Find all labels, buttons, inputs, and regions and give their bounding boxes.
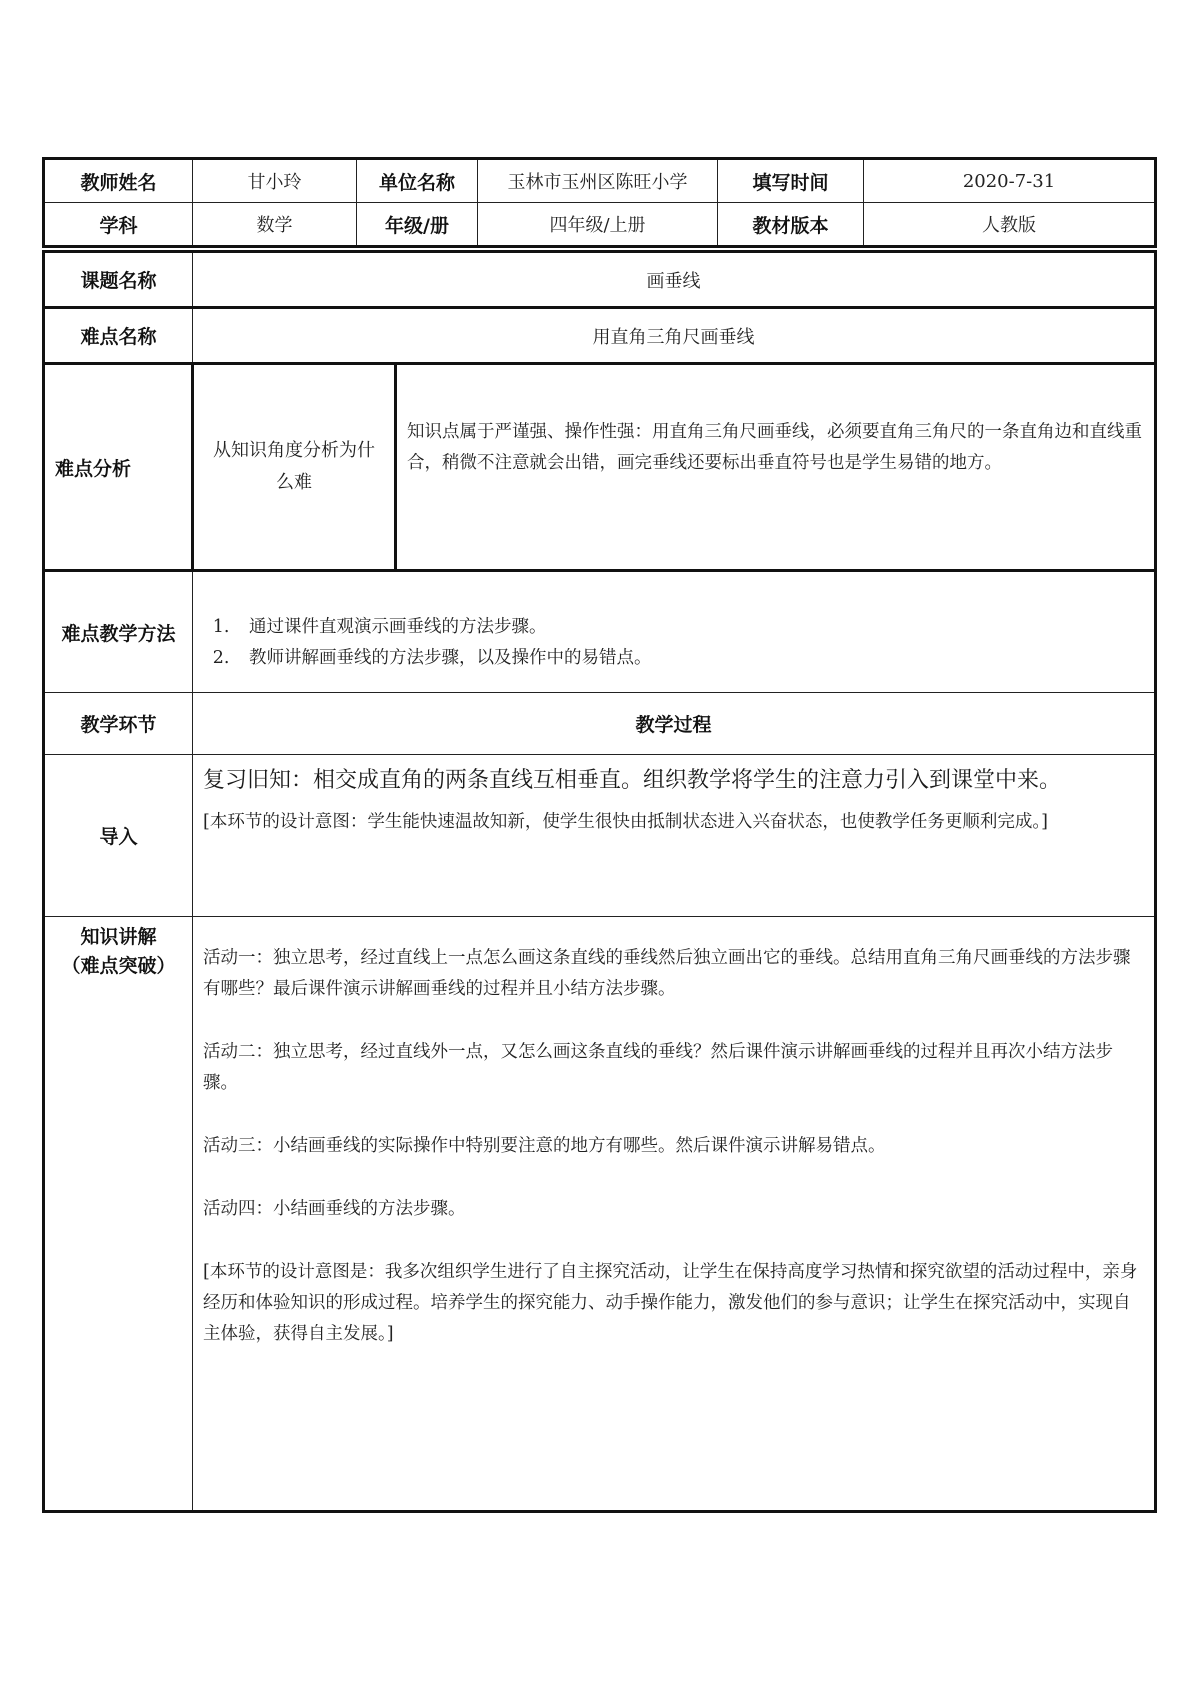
subject-label: 学科 [44,203,193,247]
edition-label: 教材版本 [718,203,864,247]
stage-header: 教学环节 [44,693,193,755]
header-info-table [42,157,1157,248]
subject-value: 数学 [193,203,357,247]
activity-1: 活动一：独立思考，经过直线上一点怎么画这条直线的垂线然后独立画出它的垂线。总结用直角三角尺画垂线的方法步骤有哪些？最后课件演示讲解画垂线的过程并且小结方法步骤。 [203,948,1131,999]
topic-label: 课题名称 [44,252,193,308]
topic-value: 画垂线 [193,252,1156,308]
method-item: 1. 通过课件直观演示画垂线的方法步骤。 [235,612,1148,643]
analysis-label: 难点分析 [44,364,193,571]
lesson-content-table [42,250,1157,1513]
intro-content [193,755,1156,917]
knowledge-label-line1: 知识讲解 [80,926,157,948]
fill-date-label: 填写时间 [718,159,864,203]
analysis-text: 知识点属于严谨强、操作性强：用直角三角尺画垂线，必须要直角三角尺的一条直角边和直线重合，稍微不注意就会出错，画完垂线还要标出垂直符号也是学生易错的地方。 [396,364,1156,571]
edition-value: 人教版 [864,203,1156,247]
intro-main-text: 复习旧知：相交成直角的两条直线互相垂直。组织教学将学生的注意力引入到课堂中来。 [203,768,1062,793]
analysis-sub-label: 从知识角度分析为什么难 [193,364,396,571]
fill-date-value: 2020-7-31 [864,159,1156,203]
activity-4: 活动四：小结画垂线的方法步骤。 [203,1199,466,1219]
knowledge-content [193,917,1156,1512]
method-list [199,612,1148,674]
grade-label: 年级/册 [357,203,478,247]
process-header: 教学过程 [193,693,1156,755]
intro-label: 导入 [44,755,193,917]
knowledge-label [44,917,193,1512]
grade-value: 四年级/上册 [478,203,718,247]
intro-design-note: [本环节的设计意图：学生能快速温故知新，使学生很快由抵制状态进入兴奋状态，也使教学任务更顺利完成。] [203,812,1048,832]
difficulty-value: 用直角三角尺画垂线 [193,308,1156,364]
difficulty-label: 难点名称 [44,308,193,364]
knowledge-label-line2: （难点突破） [61,955,176,977]
activity-3: 活动三：小结画垂线的实际操作中特别要注意的地方有哪些。然后课件演示讲解易错点。 [203,1136,886,1156]
knowledge-design-note: [本环节的设计意图是：我多次组织学生进行了自主探究活动，让学生在保持高度学习热情和探究欲望的活动过程中，亲身经历和体验知识的形成过程。培养学生的探究能力、动手操作能力，激发他们的参与意识；让学生在探究活动中，实现自主体验，获得自主发展。] [203,1262,1138,1344]
unit-name-value: 玉林市玉州区陈旺小学 [478,159,718,203]
teacher-name-value: 甘小玲 [193,159,357,203]
unit-name-label: 单位名称 [357,159,478,203]
lesson-plan-form [42,157,1154,1513]
teacher-name-label: 教师姓名 [44,159,193,203]
method-content [193,571,1156,693]
method-item: 2. 教师讲解画垂线的方法步骤，以及操作中的易错点。 [235,643,1148,674]
method-label: 难点教学方法 [44,571,193,693]
activity-2: 活动二：独立思考，经过直线外一点，又怎么画这条直线的垂线？然后课件演示讲解画垂线的过程并且再次小结方法步骤。 [203,1042,1113,1093]
